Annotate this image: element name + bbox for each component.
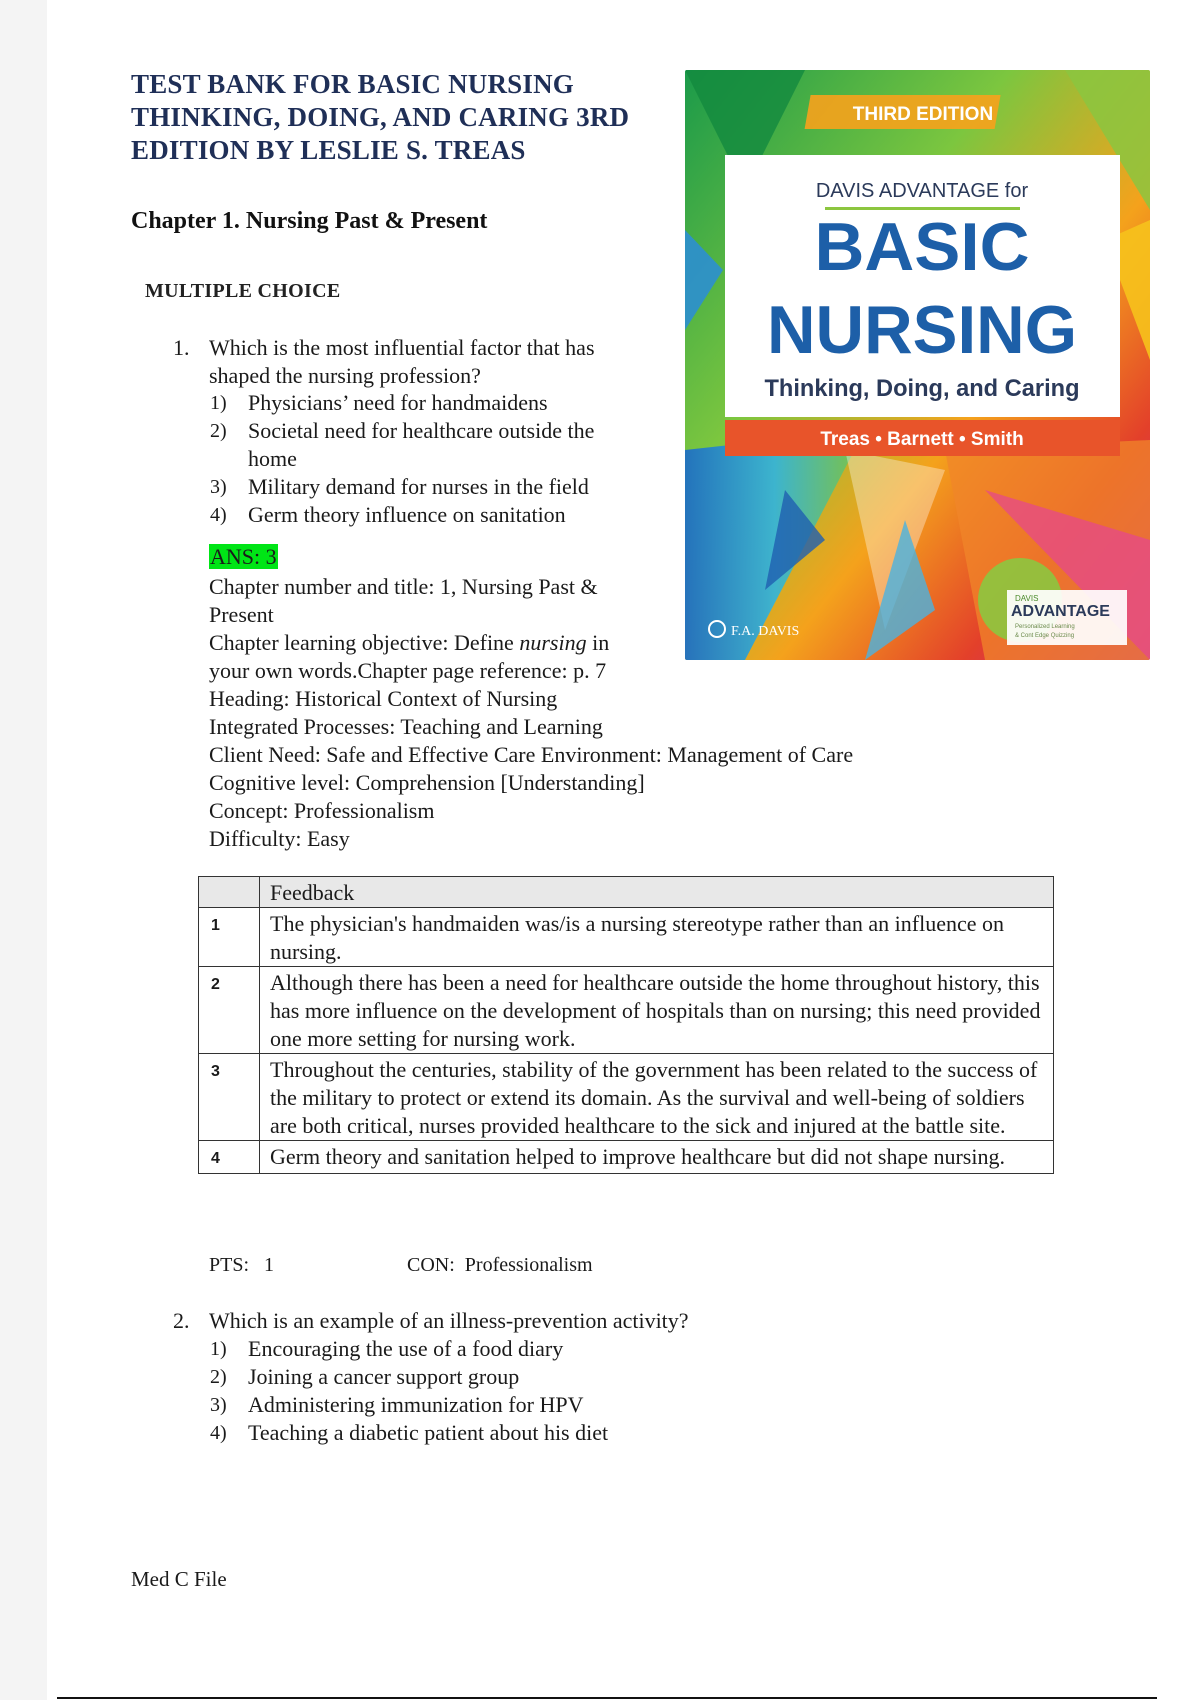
option-number: 2) — [210, 420, 227, 442]
answer-option — [210, 1363, 810, 1391]
option-text: Teaching a diabetic patient about his diet — [248, 1420, 609, 1445]
table-row — [199, 1054, 1054, 1141]
cover-edition: THIRD EDITION — [852, 104, 994, 125]
feedback-text: The physician's handmaiden was/is a nursing stereotype rather than an influence on nursing. — [260, 908, 1054, 967]
option-text: Encouraging the use of a food diary — [248, 1336, 564, 1361]
feedback-option-number: 1 — [199, 908, 260, 967]
option-text: Joining a cancer support group — [248, 1364, 520, 1389]
table-cell — [199, 877, 260, 908]
answer-option — [210, 473, 640, 501]
page-footer: Med C File — [131, 1567, 227, 1591]
feedback-text: Although there has been a need for healthcare outside the home throughout history, this has more influence on the development of hospitals than on nursing; this need provided one more setting for nursing work. — [260, 967, 1054, 1054]
option-number: 4) — [210, 504, 227, 526]
cover-authors: Treas • Barnett • Smith — [820, 429, 1024, 450]
cover-title-nursing: NURSING — [767, 292, 1077, 368]
cover-series: DAVIS ADVANTAGE for — [815, 180, 1029, 202]
badge-tagline: & Cont Edge Quizzing — [1015, 633, 1075, 639]
badge-tagline: Personalized Learning — [1015, 624, 1075, 630]
option-number: 4) — [210, 1422, 227, 1444]
chapter-title-meta: Chapter number and title: 1, Nursing Past & Present — [209, 574, 598, 627]
page-bottom-rule — [57, 1697, 1157, 1699]
difficulty-meta: Difficulty: Easy — [209, 826, 350, 851]
feedback-table — [198, 876, 1054, 1174]
answer-option — [210, 389, 640, 417]
table-header-row — [199, 877, 1054, 908]
page-margin — [0, 0, 47, 1700]
book-cover-image — [685, 70, 1150, 660]
feedback-option-number: 2 — [199, 967, 260, 1054]
processes-meta: Integrated Processes: Teaching and Learning — [209, 714, 603, 739]
question-1-options — [210, 389, 640, 529]
question-stem-line: shaped the nursing profession? — [209, 363, 481, 388]
section-heading: MULTIPLE CHOICE — [145, 280, 341, 302]
feedback-option-number: 3 — [199, 1054, 260, 1141]
cognitive-level-meta: Cognitive level: Comprehension [Understanding] — [209, 770, 645, 795]
question-stem — [209, 334, 649, 390]
option-text: Administering immunization for HPV — [248, 1392, 584, 1417]
table-row — [199, 967, 1054, 1054]
table-row — [199, 1141, 1054, 1174]
question-stem: Which is an example of an illness-prevention activity? — [209, 1308, 689, 1333]
learning-objective-meta: Chapter learning objective: Define nursing in your own words.Chapter page reference: p. 7 — [209, 630, 610, 683]
heading-meta: Heading: Historical Context of Nursing — [209, 686, 558, 711]
points-value: PTS: 1 — [209, 1254, 275, 1276]
option-number: 3) — [210, 476, 227, 498]
answer-key: ANS: 3 — [210, 544, 277, 569]
option-text: Military demand for nurses in the field — [248, 474, 589, 499]
answer-option — [210, 1391, 810, 1419]
feedback-text: Germ theory and sanitation helped to improve healthcare but did not shape nursing. — [260, 1141, 1054, 1174]
answer-option — [210, 1419, 810, 1447]
cover-title-basic: BASIC — [814, 209, 1030, 285]
concept-value: CON: Professionalism — [407, 1254, 593, 1276]
option-number: 3) — [210, 1394, 227, 1416]
question-number: 1. — [173, 335, 190, 360]
answer-option — [210, 417, 640, 473]
option-text: Physicians’ need for handmaidens — [248, 390, 548, 415]
question-2-options — [210, 1335, 810, 1447]
option-number: 1) — [210, 392, 227, 414]
concept-meta: Concept: Professionalism — [209, 798, 435, 823]
badge-advantage: ADVANTAGE — [1011, 603, 1110, 620]
client-need-meta: Client Need: Safe and Effective Care Environment: Management of Care — [209, 742, 854, 767]
answer-option — [210, 1335, 810, 1363]
badge-small: DAVIS — [1015, 594, 1039, 603]
cover-subtitle: Thinking, Doing, and Caring — [764, 375, 1080, 402]
chapter-heading: Chapter 1. Nursing Past & Present — [131, 208, 488, 234]
question-stem-line: Which is the most influential factor that has — [209, 335, 595, 360]
question-number: 2. — [173, 1308, 190, 1333]
option-text: Societal need for healthcare outside the home — [248, 418, 595, 471]
option-number: 2) — [210, 1366, 227, 1388]
cover-publisher: F.A. DAVIS — [731, 624, 800, 639]
document-title: TEST BANK FOR BASIC NURSING THINKING, DOING, AND CARING 3RD EDITION BY LESLIE S. TREAS — [131, 69, 630, 165]
table-row — [199, 908, 1054, 967]
feedback-text: Throughout the centuries, stability of the government has been related to the success of the military to protect or extend its domain. As the survival and well-being of soldiers are both critical, nurses provided healthcare to the sick and injured at the battle site. — [260, 1054, 1054, 1141]
table-header-cell: Feedback — [260, 877, 1054, 908]
answer-option — [210, 501, 640, 529]
feedback-option-number: 4 — [199, 1141, 260, 1174]
option-text: Germ theory influence on sanitation — [248, 502, 566, 527]
option-number: 1) — [210, 1338, 227, 1360]
